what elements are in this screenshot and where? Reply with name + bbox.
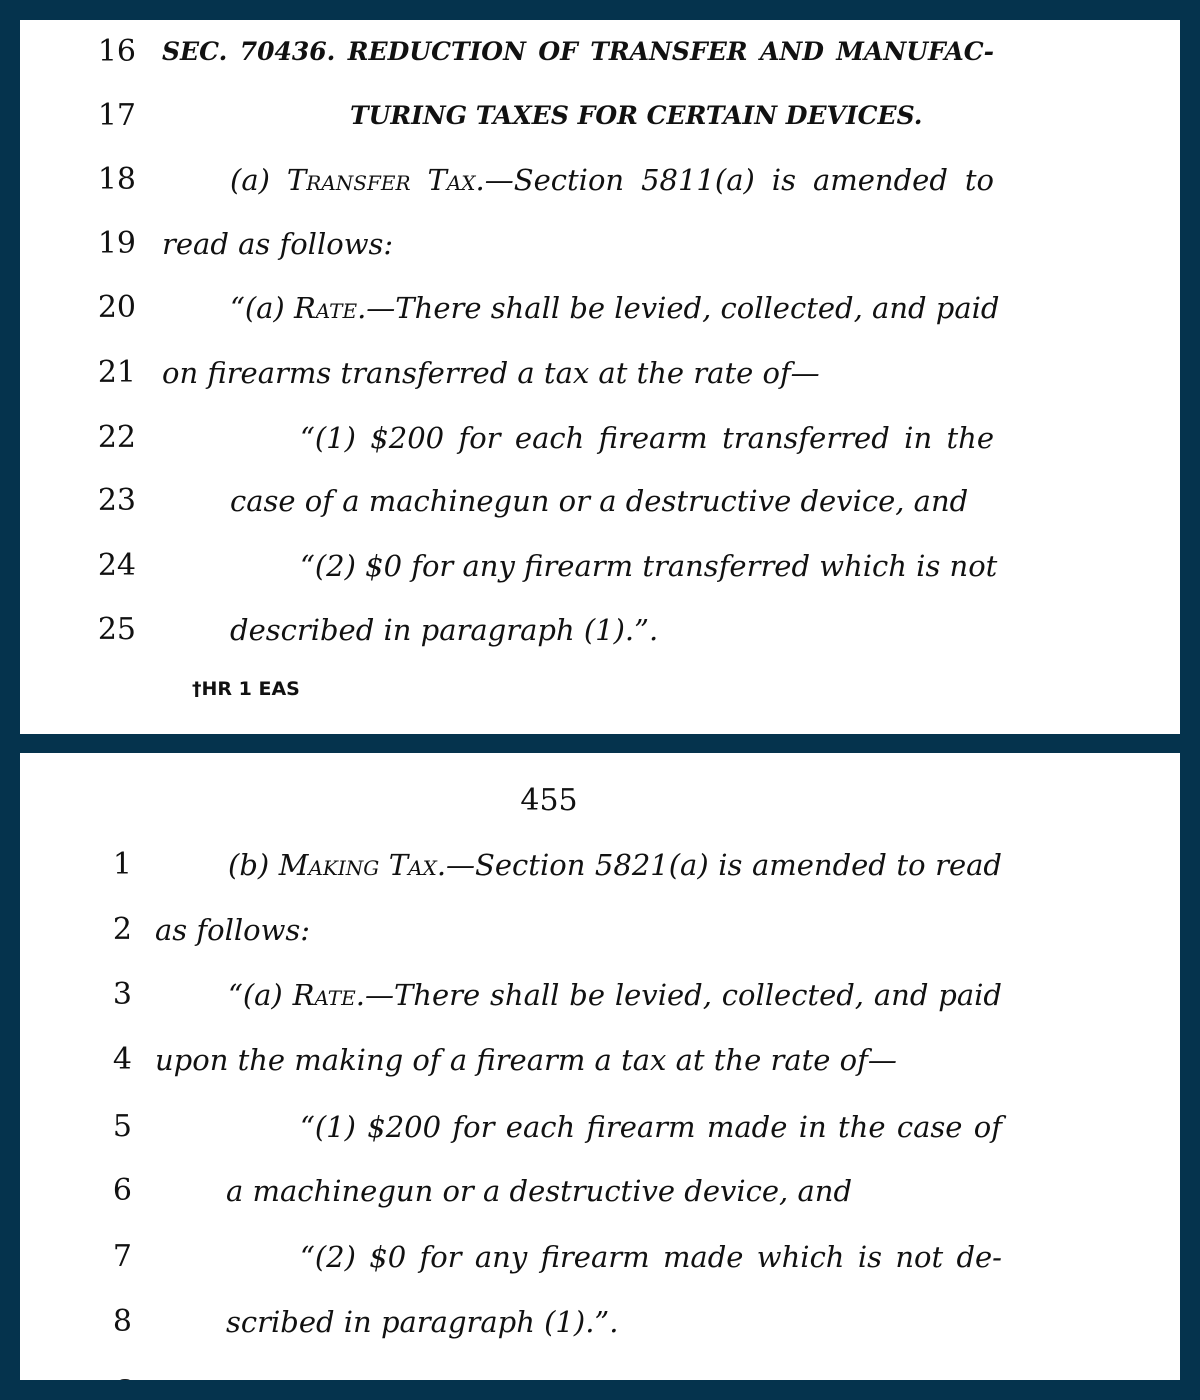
line-6 xyxy=(20,1171,1180,1211)
line-number: 20 xyxy=(97,290,136,325)
line-24 xyxy=(20,546,1180,586)
line-number: 21 xyxy=(97,355,136,390)
line-number: 3 xyxy=(112,977,132,1012)
line-number: 24 xyxy=(97,548,136,583)
line-number: 19 xyxy=(97,226,136,261)
line-23 xyxy=(20,481,1180,521)
line-1 xyxy=(20,845,1180,885)
line-18 xyxy=(20,160,1180,200)
line-number: 8 xyxy=(112,1304,132,1339)
line-number: 23 xyxy=(97,483,136,518)
section-heading-continued: TURING TAXES FOR CERTAIN DEVICES. xyxy=(350,101,923,130)
line-17 xyxy=(20,96,1180,136)
bill-identifier: †HR 1 EAS xyxy=(192,678,300,700)
line-number: 1 xyxy=(112,847,132,882)
paragraph-text: “(1) $200 for each firearm transferred in the xyxy=(300,421,994,455)
page-number: 455 xyxy=(520,783,578,818)
line-19 xyxy=(20,224,1180,264)
body-text: as follows: xyxy=(155,913,311,947)
section-heading: SEC. 70436. REDUCTION OF TRANSFER AND MANUFAC- xyxy=(162,37,994,66)
paragraph-text: case of a machinegun or a destructive device, and xyxy=(230,484,969,518)
subsection-text: (a) Transfer Tax.—Section 5811(a) is amended to xyxy=(230,163,994,197)
line-21 xyxy=(20,353,1180,393)
body-text: on firearms transferred a tax at the rate of— xyxy=(162,356,820,390)
paragraph-text: “(1) $200 for each firearm made in the case of xyxy=(300,1110,1002,1144)
line-7 xyxy=(20,1237,1180,1277)
line-3 xyxy=(20,975,1180,1015)
line-number: 4 xyxy=(112,1042,132,1077)
line-20 xyxy=(20,288,1180,328)
subsection-text: “(a) Rate.—There shall be levied, collected, and paid xyxy=(230,291,1000,325)
line-number: 5 xyxy=(112,1109,132,1144)
document-page-bottom xyxy=(20,753,1180,1380)
document-page-top xyxy=(20,20,1180,734)
body-text: read as follows: xyxy=(162,227,394,261)
line-22 xyxy=(20,418,1180,458)
line-5 xyxy=(20,1107,1180,1147)
paragraph-text: “(2) $0 for any firearm made which is not de- xyxy=(300,1240,1002,1274)
line-number: 7 xyxy=(112,1239,132,1274)
line-number: 22 xyxy=(97,420,136,455)
cut-off-line xyxy=(20,1365,1180,1380)
subsection-text: “(a) Rate.—There shall be levied, collected, and paid xyxy=(228,978,1002,1012)
line-number: 2 xyxy=(112,912,132,947)
line-25 xyxy=(20,610,1180,650)
paragraph-text: a machinegun or a destructive device, and xyxy=(226,1174,853,1208)
line-8 xyxy=(20,1302,1180,1342)
line-number: 17 xyxy=(97,98,136,133)
paragraph-text: described in paragraph (1).”. xyxy=(230,613,659,647)
line-2 xyxy=(20,910,1180,950)
body-text: upon the making of a firearm a tax at the rate of— xyxy=(155,1043,897,1077)
paragraph-text: scribed in paragraph (1).”. xyxy=(226,1305,619,1339)
line-number: 16 xyxy=(97,34,136,69)
line-number: 6 xyxy=(112,1173,132,1208)
line-number: 25 xyxy=(97,612,136,647)
line-number: 18 xyxy=(97,162,136,197)
line-4 xyxy=(20,1040,1180,1080)
paragraph-text: “(2) $0 for any firearm transferred which is not xyxy=(300,549,998,583)
subsection-text: (b) Making Tax.—Section 5821(a) is amended to read xyxy=(228,848,1002,882)
line-16 xyxy=(20,32,1180,72)
